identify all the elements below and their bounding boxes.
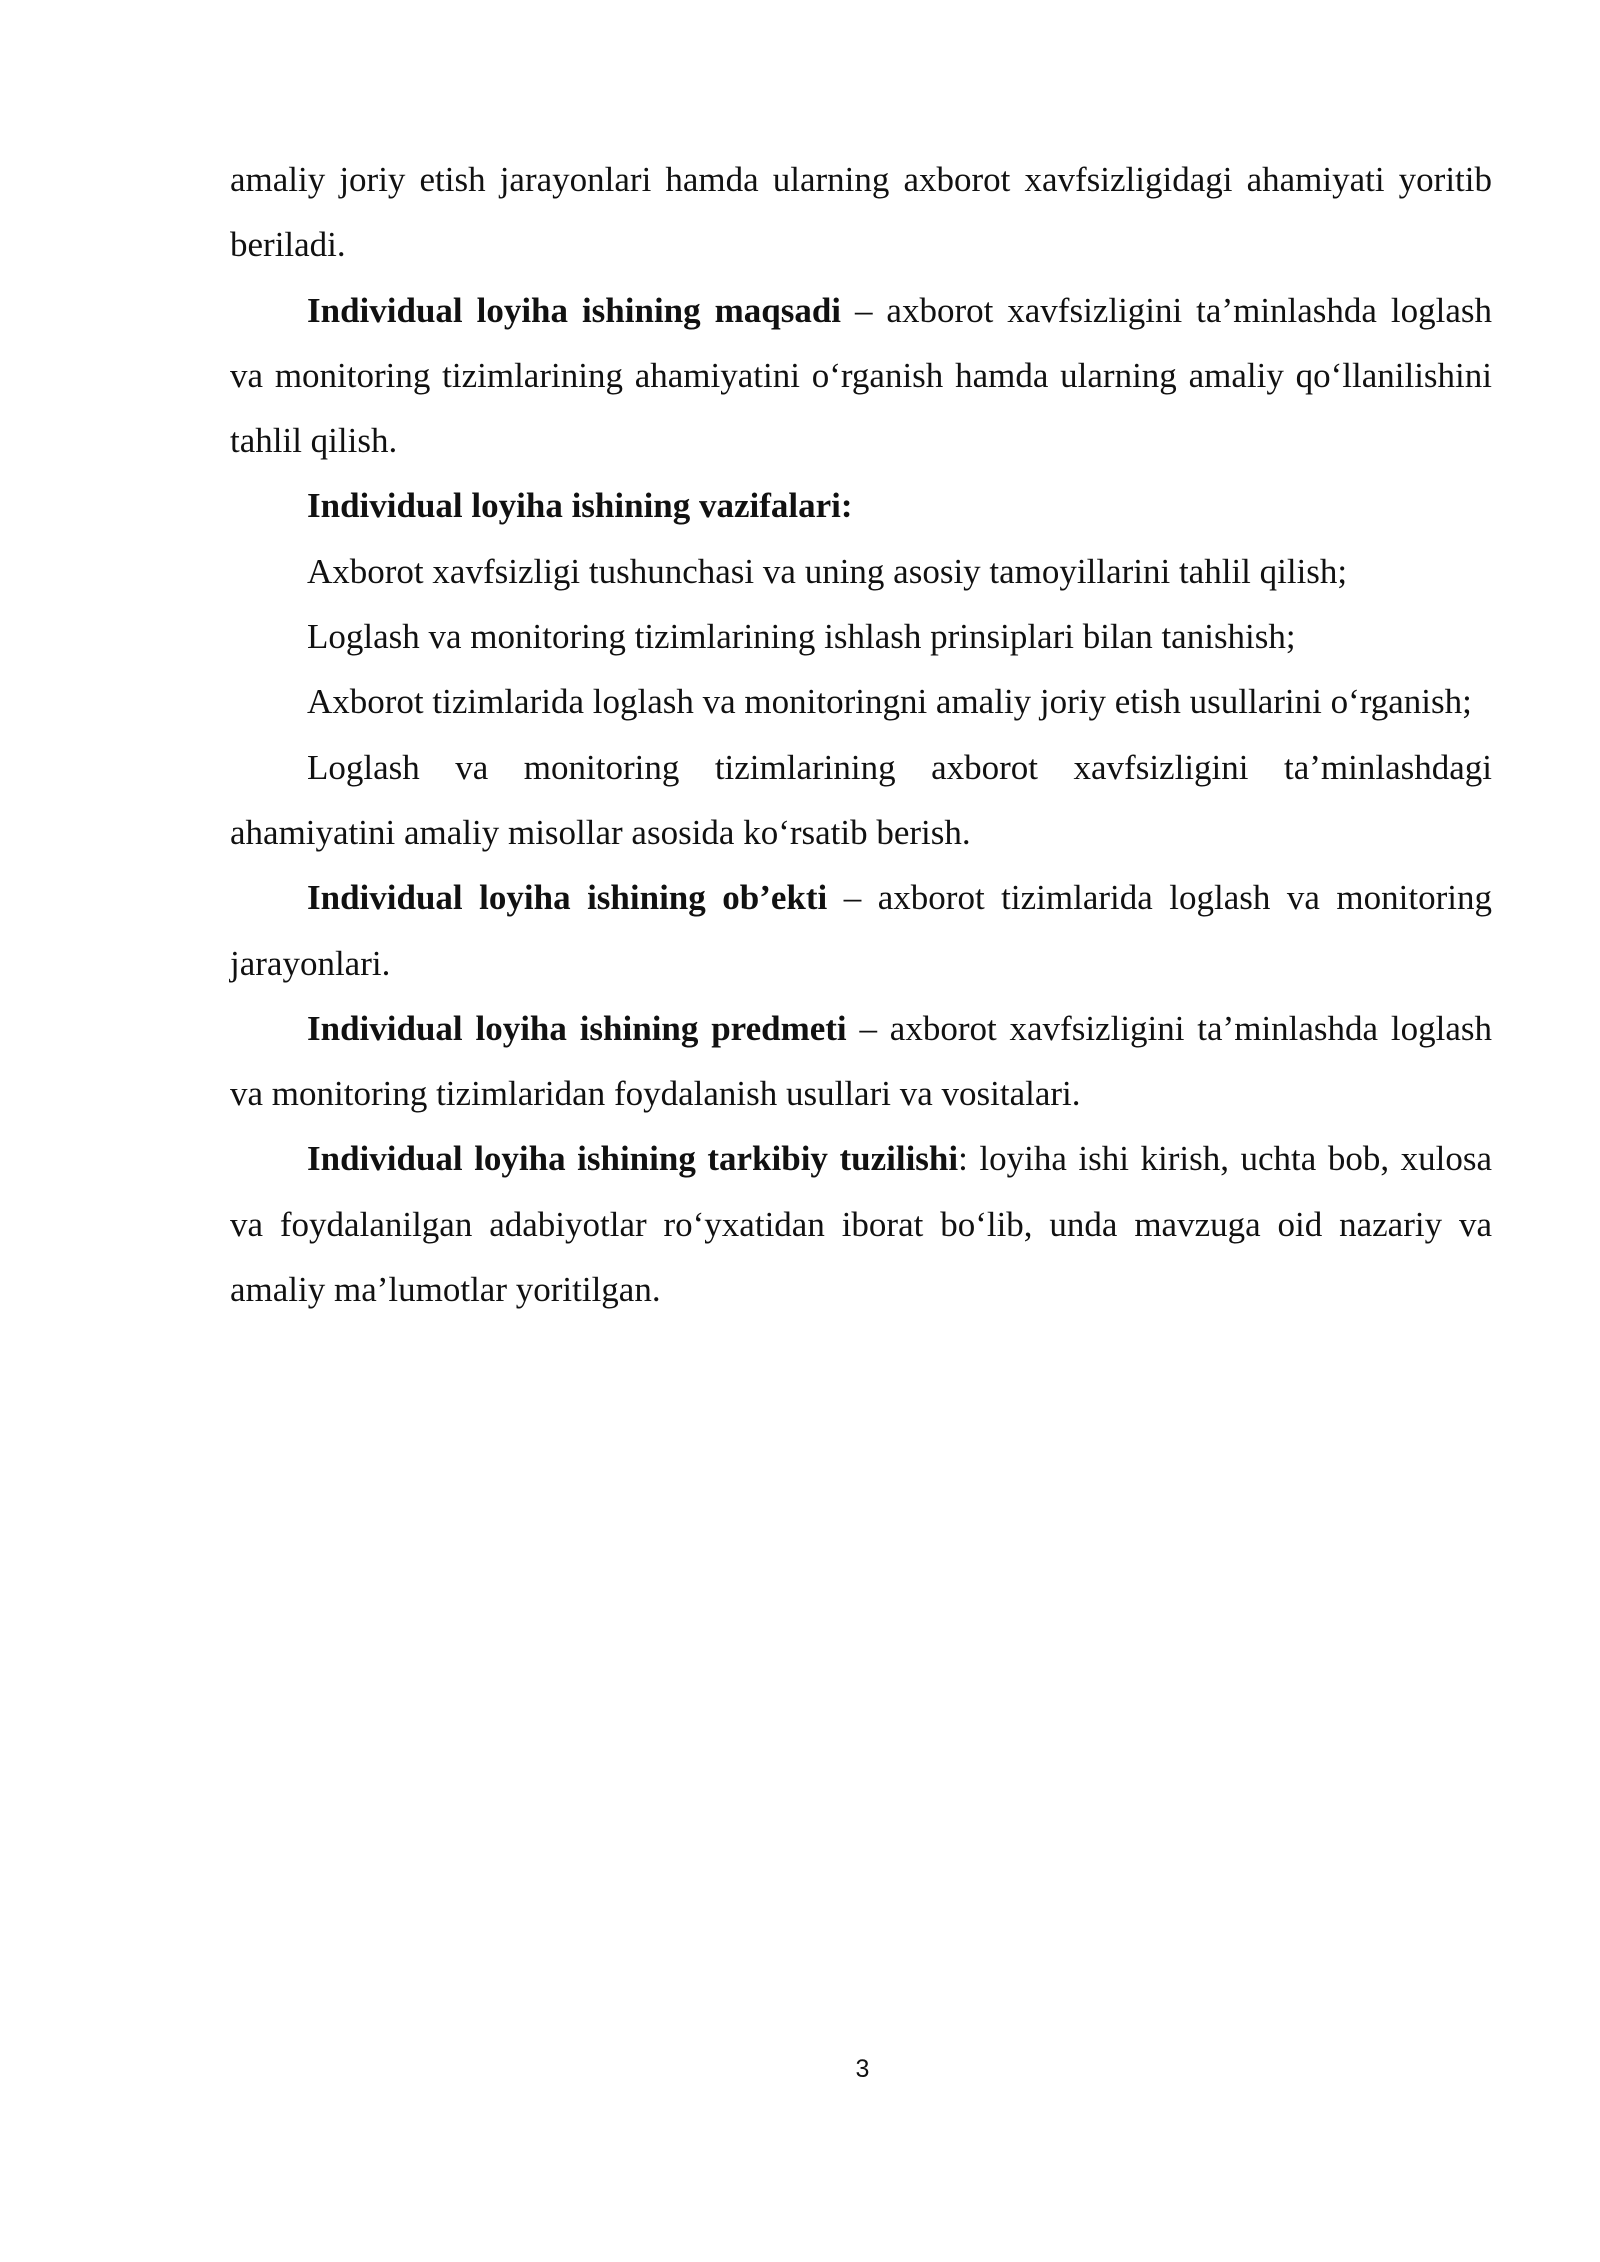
task-item <box>230 539 1492 604</box>
paragraph-heading: Individual loyiha ishining predmeti <box>307 1008 847 1048</box>
paragraph-structure <box>230 1126 1492 1322</box>
paragraph-text: – axborot xavfsizligini ta’minlashda loglash va monitoring tizimlaridan foydalanish usullari va vositalari. <box>230 1008 1492 1114</box>
paragraph-text: : loyiha ishi kirish, uchta bob, xulosa va foydalanilgan adabiyotlar ro‘yxatidan iborat bo‘lib, unda mavzuga oid nazariy va amaliy ma’lumotlar yoritilgan. <box>230 1139 1492 1310</box>
paragraph-object <box>230 865 1492 996</box>
paragraph-heading: Individual loyiha ishining vazifalari: <box>307 486 853 526</box>
paragraph-goal <box>230 278 1492 474</box>
page-number: 3 <box>855 2055 870 2083</box>
task-item <box>230 604 1492 669</box>
paragraph-text: – axborot xavfsizligini ta’minlashda loglash va monitoring tizimlarining ahamiyatini o‘rganish hamda ularning amaliy qo‘llanilishini tahlil qilish. <box>230 290 1493 461</box>
paragraph-heading: Individual loyiha ishining ob’ekti <box>307 878 828 918</box>
page-body <box>230 147 1492 1322</box>
paragraph-text: Axborot tizimlarida loglash va monitoringni amaliy joriy etish usullarini o‘rganish; <box>307 682 1472 722</box>
paragraph-text: Loglash va monitoring tizimlarining ishlash prinsiplari bilan tanishish; <box>307 617 1296 657</box>
paragraph-text: Loglash va monitoring tizimlarining axborot xavfsizligini ta’minlashdagi ahamiyatini amaliy misollar asosida ko‘rsatib berish. <box>230 747 1492 852</box>
task-item <box>230 669 1492 734</box>
paragraph-heading: Individual loyiha ishining tarkibiy tuzilishi <box>307 1139 959 1179</box>
paragraph-tasks-heading <box>230 473 1492 538</box>
paragraph-text: amaliy joriy etish jarayonlari hamda ularning axborot xavfsizligidagi ahamiyati yoritib beriladi. <box>230 160 1492 265</box>
paragraph-text: Axborot xavfsizligi tushunchasi va uning asosiy tamoyillarini tahlil qilish; <box>307 551 1348 591</box>
task-item <box>230 735 1492 866</box>
paragraph-subject <box>230 996 1492 1127</box>
paragraph-heading: Individual loyiha ishining maqsadi <box>307 290 842 330</box>
paragraph-intro-continuation <box>230 147 1492 278</box>
paragraph-text: – axborot tizimlarida loglash va monitoring jarayonlari. <box>230 878 1492 983</box>
